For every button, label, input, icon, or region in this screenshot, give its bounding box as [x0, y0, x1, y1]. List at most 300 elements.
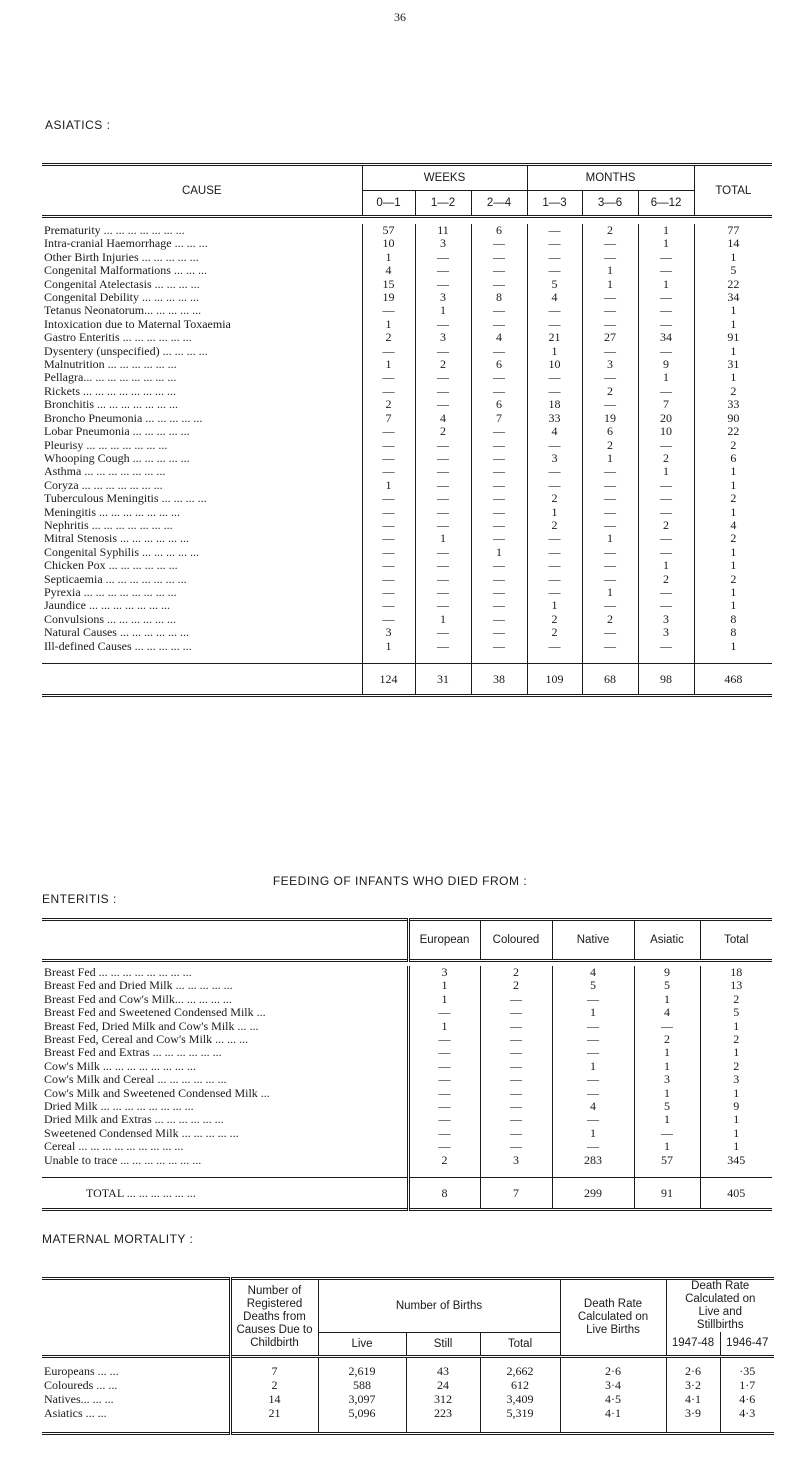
value-cell: —: [480, 1087, 552, 1100]
value-cell: 1: [638, 278, 694, 291]
value-cell: 4: [471, 331, 527, 344]
value-cell: —: [527, 586, 582, 599]
value-cell: 1: [634, 1060, 700, 1073]
value-cell: 3: [582, 358, 638, 371]
header-line: Registered: [246, 1297, 303, 1310]
value-cell: 27: [582, 331, 638, 344]
table-row: [42, 385, 772, 398]
value-cell: —: [552, 1020, 634, 1033]
value-cell: 1: [527, 599, 582, 612]
value-cell: —: [582, 237, 638, 250]
value-cell: —: [415, 278, 471, 291]
value-cell: —: [552, 1033, 634, 1046]
value-cell: —: [527, 640, 582, 653]
col-header-weeks-1-2: 1—2: [415, 191, 471, 217]
value-cell: —: [362, 492, 415, 505]
value-cell: 2·6: [666, 1356, 720, 1378]
value-cell: —: [582, 251, 638, 264]
cause-label: Intra-cranial Haemorrhage ... ... ...: [44, 237, 208, 251]
value-cell: —: [638, 506, 694, 519]
col-header-asiatic: Asiatic: [634, 920, 700, 961]
value-cell: —: [527, 573, 582, 586]
value-cell: 13: [700, 979, 772, 992]
value-cell: 2: [700, 993, 772, 1006]
value-cell: 283: [552, 1154, 634, 1167]
col-header-year-1946-47: 1946-47: [720, 1332, 774, 1356]
col-header-number-of-births: Number of Births: [318, 1279, 560, 1333]
value-cell: 1: [694, 251, 772, 264]
header-line: Death Rate: [583, 1297, 643, 1310]
value-cell: 9: [700, 1100, 772, 1113]
value-cell: —: [362, 371, 415, 384]
col-header-total: Total: [700, 920, 772, 961]
value-cell: 1: [415, 532, 471, 545]
value-cell: 10: [638, 425, 694, 438]
value-cell: —: [527, 264, 582, 277]
value-cell: 1: [582, 278, 638, 291]
value-cell: —: [582, 506, 638, 519]
value-cell: 3: [415, 291, 471, 304]
value-cell: 91: [694, 331, 772, 344]
value-cell: —: [582, 599, 638, 612]
value-cell: —: [480, 1140, 552, 1153]
value-cell: —: [415, 479, 471, 492]
value-cell: 2: [694, 573, 772, 586]
value-cell: 2: [700, 1060, 772, 1073]
feeding-method-label: Dried Milk and Extras ... ... ... ... ... ...: [44, 1113, 224, 1127]
table-row: [42, 979, 772, 992]
page-number: 36: [394, 10, 406, 24]
value-cell: 1: [408, 979, 480, 992]
col-header-cause: CAUSE: [181, 184, 222, 197]
table-row: [42, 465, 772, 478]
value-cell: 2: [527, 626, 582, 639]
value-cell: —: [582, 546, 638, 559]
value-cell: 1: [582, 452, 638, 465]
value-cell: —: [480, 1060, 552, 1073]
table-row: [42, 224, 772, 237]
value-cell: 8: [694, 626, 772, 639]
value-cell: 18: [700, 966, 772, 979]
value-cell: —: [480, 1100, 552, 1113]
cause-label: Bronchitis ... ... ... ... ... ... ...: [44, 398, 178, 412]
cause-label: Tuberculous Meningitis ... ... ... ...: [44, 492, 207, 506]
value-cell: 1: [694, 599, 772, 612]
feeding-method-label: Dried Milk ... ... ... ... ... ... ... ...: [44, 1100, 194, 1114]
feeding-method-label: Breast Fed, Dried Milk and Cow's Milk ... ...: [44, 1019, 259, 1033]
value-cell: —: [582, 573, 638, 586]
value-cell: —: [415, 452, 471, 465]
table-row: [42, 1060, 772, 1073]
col-header-native: Native: [552, 920, 634, 961]
total-cell: 38: [471, 664, 527, 696]
value-cell: —: [582, 559, 638, 572]
value-cell: —: [582, 371, 638, 384]
table-row: [42, 452, 772, 465]
value-cell: —: [471, 251, 527, 264]
col-header-coloured: Coloured: [480, 920, 552, 961]
value-cell: —: [527, 385, 582, 398]
value-cell: 3: [415, 237, 471, 250]
header-line: Causes Due to: [236, 1323, 313, 1336]
value-cell: 2·6: [560, 1356, 666, 1378]
cause-label: Septicaemia ... ... ... ... ... ... ...: [44, 572, 187, 586]
value-cell: —: [582, 519, 638, 532]
value-cell: 1: [634, 993, 700, 1006]
value-cell: 2: [527, 492, 582, 505]
table-row: [42, 439, 772, 452]
value-cell: —: [471, 465, 527, 478]
value-cell: 20: [638, 412, 694, 425]
value-cell: 3: [480, 1154, 552, 1167]
population-group-label: Coloureds ... ...: [44, 1377, 118, 1392]
value-cell: —: [362, 599, 415, 612]
total-cell: 8: [408, 1178, 480, 1210]
header-line: Deaths from: [243, 1310, 306, 1323]
value-cell: 5,096: [318, 1406, 406, 1420]
cause-label: Coryza ... ... ... ... ... ... ...: [44, 478, 163, 492]
value-cell: —: [471, 519, 527, 532]
value-cell: —: [408, 1073, 480, 1086]
table-row: [42, 546, 772, 559]
value-cell: —: [415, 251, 471, 264]
value-cell: 5: [552, 979, 634, 992]
value-cell: —: [480, 1113, 552, 1126]
header-line: Calculated on: [577, 1310, 649, 1323]
value-cell: 2,619: [318, 1356, 406, 1378]
table-row: [42, 304, 772, 317]
col-header-weeks: WEEKS: [362, 165, 527, 191]
value-cell: —: [638, 345, 694, 358]
cause-label: Natural Causes ... ... ... ... ... ...: [44, 626, 189, 640]
col-header-months: MONTHS: [527, 165, 694, 191]
value-cell: —: [362, 465, 415, 478]
col-header-months-3-6: 3—6: [582, 191, 638, 217]
feeding-method-label: Breast Fed and Cow's Milk... ... ... ... ...: [44, 992, 232, 1006]
value-cell: —: [480, 1006, 552, 1019]
table-row: [42, 966, 772, 979]
value-cell: —: [527, 304, 582, 317]
col-header-months-1-3: 1—3: [527, 191, 582, 217]
value-cell: —: [471, 371, 527, 384]
table-row: [42, 492, 772, 505]
cause-label: Chicken Pox ... ... ... ... ... ...: [44, 559, 178, 573]
value-cell: 1: [638, 465, 694, 478]
asiatics-causes-table: [42, 163, 772, 697]
value-cell: 24: [406, 1378, 480, 1392]
value-cell: —: [471, 613, 527, 626]
value-cell: —: [362, 573, 415, 586]
table-row: [42, 1113, 772, 1126]
cause-label: Meningitis ... ... ... ... ... ... ...: [44, 505, 181, 519]
value-cell: 4: [694, 519, 772, 532]
value-cell: —: [638, 640, 694, 653]
value-cell: 2: [694, 532, 772, 545]
value-cell: —: [415, 546, 471, 559]
value-cell: 2: [408, 1154, 480, 1167]
value-cell: 6: [471, 224, 527, 237]
value-cell: —: [582, 465, 638, 478]
cause-label: Pyrexia ... ... ... ... ... ... ... ...: [44, 585, 177, 599]
table-row: [42, 586, 772, 599]
table-row: [42, 1006, 772, 1019]
value-cell: —: [638, 546, 694, 559]
value-cell: 4·5: [560, 1392, 666, 1406]
value-cell: 2: [582, 224, 638, 237]
col-header-live: Live: [318, 1332, 406, 1356]
value-cell: 1: [694, 304, 772, 317]
total-cell: 91: [634, 1178, 700, 1210]
value-cell: —: [582, 291, 638, 304]
feeding-method-label: Cow's Milk ... ... ... ... ... ... ... ...: [44, 1059, 196, 1073]
col-header-european: European: [408, 920, 480, 961]
value-cell: 2: [480, 979, 552, 992]
value-cell: —: [415, 371, 471, 384]
value-cell: —: [415, 345, 471, 358]
value-cell: —: [552, 1046, 634, 1059]
table-row: [42, 640, 772, 653]
value-cell: —: [471, 278, 527, 291]
value-cell: 1: [700, 1127, 772, 1140]
value-cell: 1: [362, 479, 415, 492]
value-cell: 10: [362, 237, 415, 250]
feeding-method-label: Cow's Milk and Sweetened Condensed Milk ...: [44, 1086, 270, 1100]
cause-label: Prematurity ... ... ... ... ... ... ...: [44, 224, 185, 237]
value-cell: —: [362, 304, 415, 317]
value-cell: —: [415, 640, 471, 653]
value-cell: 2: [415, 425, 471, 438]
value-cell: —: [480, 1127, 552, 1140]
feeding-method-label: Cereal ... ... ... ... ... ... ... ... ...: [44, 1140, 184, 1154]
value-cell: 1: [700, 1140, 772, 1153]
header-line: Number of: [247, 1284, 302, 1297]
value-cell: 1: [552, 1006, 634, 1019]
value-cell: 8: [694, 613, 772, 626]
value-cell: —: [362, 439, 415, 452]
value-cell: 1: [362, 640, 415, 653]
value-cell: 57: [634, 1154, 700, 1167]
value-cell: 1: [700, 1020, 772, 1033]
value-cell: 19: [362, 291, 415, 304]
value-cell: —: [638, 492, 694, 505]
value-cell: —: [527, 479, 582, 492]
table-row: [42, 519, 772, 532]
header-line: Live and: [698, 1306, 742, 1318]
value-cell: 4: [552, 966, 634, 979]
table-row: [42, 1154, 772, 1167]
value-cell: 4: [634, 1006, 700, 1019]
value-cell: —: [582, 304, 638, 317]
value-cell: —: [415, 465, 471, 478]
value-cell: 1: [582, 264, 638, 277]
value-cell: —: [362, 345, 415, 358]
value-cell: 1: [362, 251, 415, 264]
total-cell: 124: [362, 664, 415, 696]
col-header-death-rate-live: [560, 1279, 666, 1357]
total-cell: 109: [527, 664, 582, 696]
cause-label: Asthma ... ... ... ... ... ... ...: [44, 465, 166, 479]
value-cell: 3: [700, 1073, 772, 1086]
value-cell: —: [638, 532, 694, 545]
cause-label: Ill-defined Causes ... ... ... ... ...: [44, 639, 192, 653]
value-cell: 3·2: [666, 1378, 720, 1392]
value-cell: —: [638, 479, 694, 492]
value-cell: 1: [415, 304, 471, 317]
value-cell: 1: [638, 371, 694, 384]
value-cell: —: [552, 1113, 634, 1126]
value-cell: 1: [638, 237, 694, 250]
asiatics-total-row: [42, 664, 772, 696]
value-cell: 4·3: [720, 1406, 774, 1420]
cause-label: Rickets ... ... ... ... ... ... ... ...: [44, 384, 176, 398]
table-row: [42, 573, 772, 586]
value-cell: —: [471, 492, 527, 505]
value-cell: 9: [638, 358, 694, 371]
value-cell: 2: [694, 385, 772, 398]
value-cell: —: [582, 626, 638, 639]
value-cell: 34: [638, 331, 694, 344]
cause-label: Convulsions ... ... ... ... ... ...: [44, 612, 177, 626]
value-cell: —: [471, 425, 527, 438]
value-cell: 15: [362, 278, 415, 291]
table-row: [42, 318, 772, 331]
table-row: [42, 278, 772, 291]
cause-label: Gastro Enteritis ... ... ... ... ... ...: [44, 331, 192, 345]
asiatics-heading: ASIATICS :: [45, 118, 111, 132]
value-cell: 2: [230, 1378, 318, 1392]
table-row: [42, 412, 772, 425]
value-cell: —: [527, 465, 582, 478]
value-cell: —: [527, 371, 582, 384]
value-cell: —: [471, 304, 527, 317]
value-cell: 2: [362, 331, 415, 344]
value-cell: 3·9: [666, 1406, 720, 1420]
value-cell: 1: [694, 640, 772, 653]
value-cell: 4: [552, 1100, 634, 1113]
value-cell: —: [415, 559, 471, 572]
value-cell: —: [415, 264, 471, 277]
value-cell: —: [527, 237, 582, 250]
table-row: [42, 1356, 774, 1378]
value-cell: —: [480, 1020, 552, 1033]
value-cell: —: [582, 318, 638, 331]
value-cell: 2: [694, 439, 772, 452]
cause-label: Pellagra... ... ... ... ... ... ... ...: [44, 371, 177, 385]
value-cell: 2: [638, 452, 694, 465]
value-cell: 1: [694, 345, 772, 358]
table-row: [42, 993, 772, 1006]
value-cell: 1: [552, 1127, 634, 1140]
value-cell: —: [638, 318, 694, 331]
feeding-title: FEEDING OF INFANTS WHO DIED FROM :: [272, 874, 528, 888]
feeding-method-label: Breast Fed, Cereal and Cow's Milk ... ... ...: [44, 1033, 249, 1047]
col-header-still: Still: [406, 1332, 480, 1356]
value-cell: —: [415, 439, 471, 452]
value-cell: 1: [694, 546, 772, 559]
value-cell: 2: [527, 613, 582, 626]
population-group-label: Natives... ... ...: [44, 1391, 114, 1406]
value-cell: 588: [318, 1378, 406, 1392]
value-cell: 77: [694, 224, 772, 237]
header-line: Childbirth: [250, 1336, 299, 1349]
feeding-total-row: [42, 1178, 772, 1210]
col-header-total: TOTAL: [694, 165, 772, 217]
value-cell: —: [471, 439, 527, 452]
value-cell: —: [415, 586, 471, 599]
value-cell: —: [582, 398, 638, 411]
value-cell: 3: [634, 1073, 700, 1086]
value-cell: 2: [638, 519, 694, 532]
maternal-heading: MATERNAL MORTALITY :: [42, 1232, 194, 1246]
value-cell: 2: [415, 358, 471, 371]
value-cell: —: [471, 532, 527, 545]
value-cell: 2: [582, 385, 638, 398]
value-cell: —: [527, 251, 582, 264]
value-cell: 11: [415, 224, 471, 237]
value-cell: —: [408, 1046, 480, 1059]
value-cell: —: [471, 640, 527, 653]
table-row: [42, 1100, 772, 1113]
value-cell: 6: [471, 398, 527, 411]
value-cell: 3: [408, 966, 480, 979]
table-row: [42, 479, 772, 492]
value-cell: —: [408, 1087, 480, 1100]
value-cell: —: [638, 385, 694, 398]
value-cell: 22: [694, 278, 772, 291]
feeding-method-label: Breast Fed and Extras ... ... ... ... ... ...: [44, 1046, 222, 1060]
feeding-method-label: Breast Fed and Sweetened Condensed Milk ...: [44, 1006, 266, 1020]
value-cell: 2: [480, 966, 552, 979]
value-cell: —: [582, 479, 638, 492]
value-cell: —: [408, 1140, 480, 1153]
value-cell: —: [638, 439, 694, 452]
table-row: [42, 251, 772, 264]
value-cell: 4·1: [560, 1406, 666, 1420]
value-cell: —: [362, 546, 415, 559]
total-cell: 7: [480, 1178, 552, 1210]
value-cell: —: [634, 1127, 700, 1140]
total-cell: 98: [638, 664, 694, 696]
value-cell: 345: [700, 1154, 772, 1167]
value-cell: —: [527, 224, 582, 237]
value-cell: —: [362, 506, 415, 519]
feeding-method-label: Cow's Milk and Cereal ... ... ... ... ... ...: [44, 1073, 227, 1087]
value-cell: 5: [634, 979, 700, 992]
value-cell: —: [362, 559, 415, 572]
col-header-death-rate-stillbirths: [666, 1279, 774, 1333]
value-cell: 18: [527, 398, 582, 411]
table-row: [42, 237, 772, 250]
value-cell: —: [362, 586, 415, 599]
value-cell: 33: [527, 412, 582, 425]
cause-label: Jaundice ... ... ... ... ... ... ...: [44, 599, 170, 613]
cause-label: Nephritis ... ... ... ... ... ... ...: [44, 518, 173, 532]
table-row: [42, 1378, 774, 1392]
value-cell: —: [552, 1087, 634, 1100]
value-cell: —: [471, 626, 527, 639]
value-cell: —: [471, 559, 527, 572]
value-cell: 1: [700, 1113, 772, 1126]
value-cell: —: [471, 385, 527, 398]
value-cell: —: [408, 1113, 480, 1126]
population-group-label: Europeans ... ...: [44, 1363, 119, 1378]
value-cell: 7: [362, 412, 415, 425]
cause-label: Congenital Syphilis ... ... ... ... ...: [44, 545, 200, 559]
cause-label: Pleurisy ... ... ... ... ... ... ...: [44, 438, 168, 452]
value-cell: 21: [527, 331, 582, 344]
header-line: Live Births: [586, 1323, 640, 1336]
value-cell: 1: [638, 559, 694, 572]
